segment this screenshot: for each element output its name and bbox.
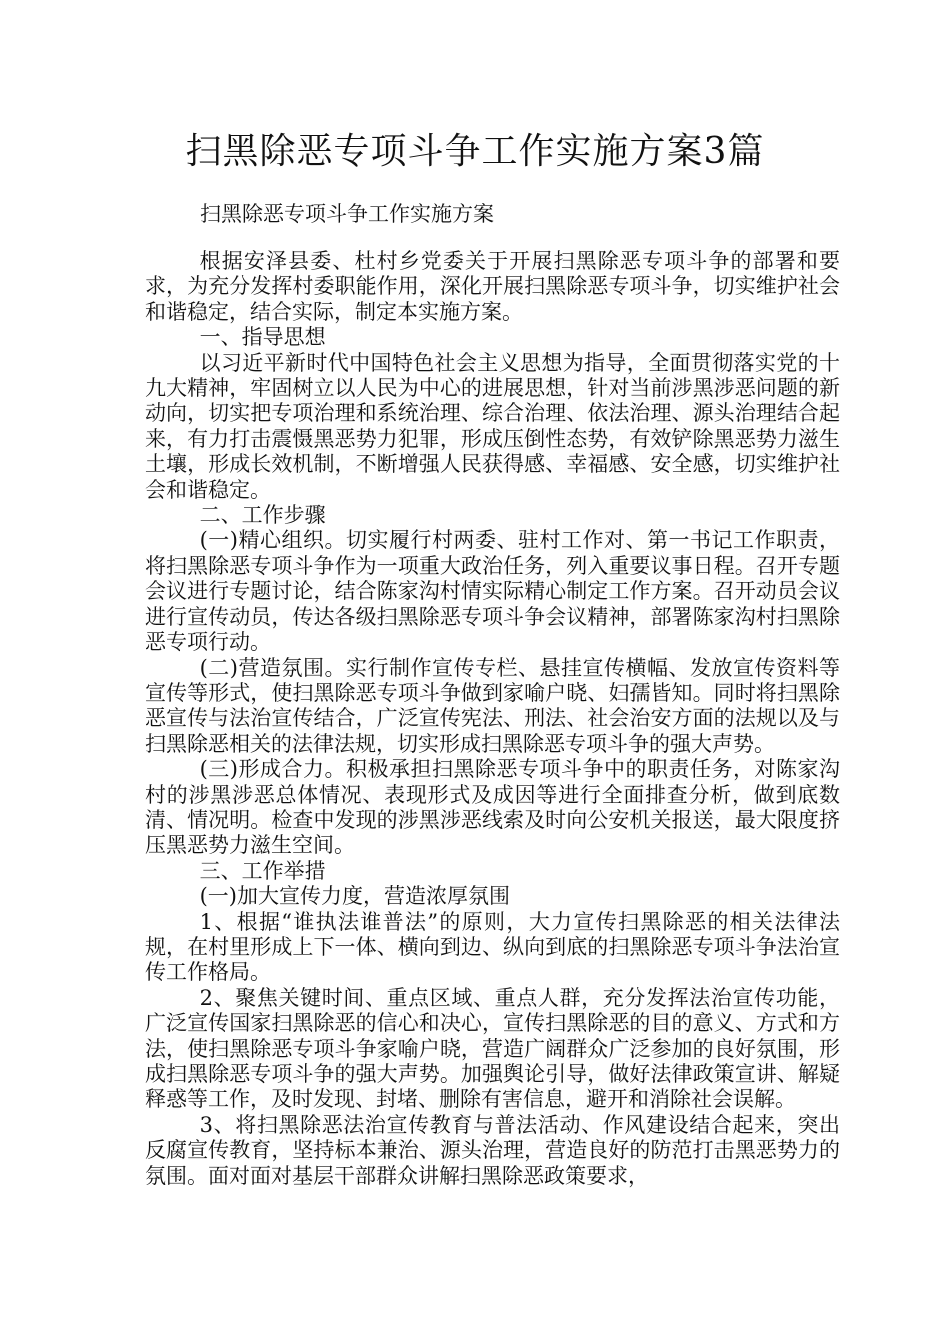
- measure-paragraph: 1、根据“谁执法谁普法”的原则，大力宣传扫黑除恶的相关法律法规，在村里形成上下一体、横向到边、纵向到底的扫黑除恶专项斗争法治宣传工作格局。: [145, 909, 840, 985]
- section-heading-guiding-ideology: 一、指导思想: [199, 325, 326, 350]
- document-body: [145, 249, 840, 1189]
- measure-paragraph: 2、聚焦关键时间、重点区域、重点人群，充分发挥法治宣传功能，广泛宣传国家扫黑除恶的信心和决心，宣传扫黑除恶的目的意义、方式和方法，使扫黑除恶专项斗争家喻户晓，营造广阔群众广泛参加的良好氛围，形成扫黑除恶专项斗争的强大声势。加强舆论引导，做好法律政策宣讲、解疑释惑等工作，及时发现、封堵、删除有害信息，避开和消除社会误解。: [145, 985, 840, 1112]
- section-heading-work-measures: 三、工作举措: [199, 858, 326, 883]
- document-subtitle: 扫黑除恶专项斗争工作实施方案: [200, 202, 494, 226]
- intro-paragraph: 根据安泽县委、杜村乡党委关于开展扫黑除恶专项斗争的部署和要求，为充分发挥村委职能作用，深化开展扫黑除恶专项斗争，切实维护社会和谐稳定，结合实际，制定本实施方案。: [145, 249, 840, 324]
- guiding-ideology-paragraph: 以习近平新时代中国特色社会主义思想为指导，全面贯彻落实党的十九大精神，牢固树立以人民为中心的进展思想，针对当前涉黑涉恶问题的新动向，切实把专项治理和系统治理、综合治理、依法治理、源头治理结合起来，有力打击震慑黑恶势力犯罪，形成压倒性态势，有效铲除黑恶势力滋生土壤，形成长效机制，不断增强人民获得感、幸福感、安全感，切实维护社会和谐稳定。: [145, 350, 840, 502]
- document-title: 扫黑除恶专项斗争工作实施方案3篇: [185, 131, 765, 172]
- work-step-paragraph: (三)形成合力。积极承担扫黑除恶专项斗争中的职责任务，对陈家沟村的涉黑涉恶总体情况、表现形式及成因等进行全面排查分析，做到底数清、情况明。检查中发现的涉黑涉恶线索及时向公安机关报送，最大限度挤压黑恶势力滋生空间。: [145, 757, 840, 858]
- measure-paragraph: 3、将扫黑除恶法治宣传教育与普法活动、作风建设结合起来，突出反腐宣传教育，坚持标本兼治、源头治理，营造良好的防范打击黑恶势力的氛围。面对面对基层干部群众讲解扫黑除恶政策要求，: [145, 1112, 840, 1188]
- section-heading-work-steps: 二、工作步骤: [199, 503, 326, 528]
- work-step-paragraph: (二)营造氛围。实行制作宣传专栏、悬挂宣传横幅、发放宣传资料等宣传等形式，使扫黑除恶专项斗争做到家喻户晓、妇孺皆知。同时将扫黑除恶宣传与法治宣传结合，广泛宣传宪法、刑法、社会治安方面的法规以及与扫黑除恶相关的法律法规，切实形成扫黑除恶专项斗争的强大声势。: [145, 655, 840, 756]
- work-step-paragraph: (一)精心组织。切实履行村两委、驻村工作对、第一书记工作职责，将扫黑除恶专项斗争作为一项重大政治任务，列入重要议事日程。召开专题会议进行专题讨论，结合陈家沟村情实际精心制定工作方案。召开动员会议进行宣传动员，传达各级扫黑除恶专项斗争会议精神，部署陈家沟村扫黑除恶专项行动。: [145, 528, 840, 655]
- subsection-heading: (一)加大宣传力度，营造浓厚氛围: [199, 884, 510, 909]
